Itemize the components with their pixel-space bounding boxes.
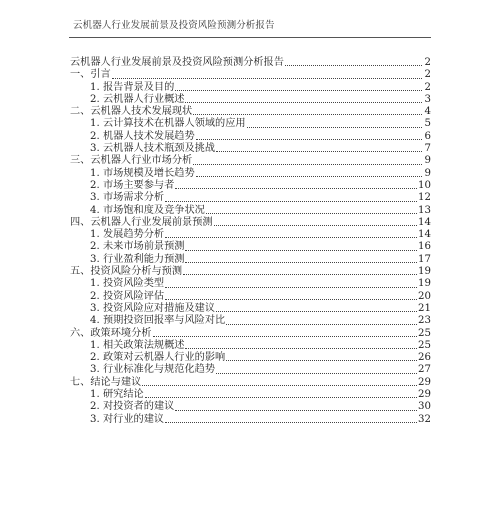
toc-subsection-entry[interactable] [69,278,431,290]
toc-page-number: 6 [424,130,431,142]
toc-entry-label: 1. 相关政策法规概述 [90,339,185,351]
toc-entry-label: 2. 市场主要参与者 [90,179,175,191]
toc-subsection-entry[interactable] [69,82,431,94]
toc-entry-label: 二、云机器人技术发展现状 [70,106,193,118]
toc-page-number: 2 [424,81,431,93]
dot-leader [165,201,417,202]
toc-section-entry[interactable] [69,328,431,340]
toc-page-number: 21 [418,302,431,314]
toc-subsection-entry[interactable] [69,192,431,204]
toc-page-number: 32 [418,413,431,425]
toc-page-number: 4 [424,106,431,118]
toc-entry-label: 3. 投资风险应对措施及建议 [90,302,216,314]
toc-subsection-entry[interactable] [69,303,431,315]
dot-leader [185,102,422,103]
toc-subsection-entry[interactable] [69,340,431,352]
toc-subsection-entry[interactable] [69,118,431,130]
dot-leader [153,336,418,337]
toc-entry-label: 4. 市场饱和度及竞争状况 [90,204,205,216]
toc-subsection-entry[interactable] [69,401,431,413]
toc-page-number: 20 [418,290,431,302]
dot-leader [193,164,422,165]
toc-entry-label: 1. 研究结论 [90,389,144,401]
dot-leader [145,397,417,398]
toc-page-number: 25 [418,339,431,351]
dot-leader [196,139,422,140]
toc-page-number: 30 [418,401,431,413]
toc-entry-label: 四、云机器人行业发展前景预测 [70,216,213,228]
toc-entry-label: 1. 发展趋势分析 [90,229,165,241]
toc-page-number: 14 [418,216,431,228]
dot-leader [165,422,417,423]
toc-page-number: 17 [418,253,431,265]
dot-leader [185,262,417,263]
toc-entry-label: 2. 投资风险评估 [90,290,165,302]
toc-entry-label: 一、引言 [70,69,111,81]
toc-entry-label: 3. 市场需求分析 [90,192,165,204]
toc-subsection-entry[interactable] [69,143,431,155]
toc-page-number: 29 [418,389,431,401]
toc-page-number: 25 [418,327,431,339]
toc-entry-label: 2. 云机器人行业概述 [90,93,185,105]
toc-entry-label: 云机器人行业发展前景及投资风险预测分析报告 [70,57,284,68]
toc-page-number: 19 [418,278,431,290]
toc-page-number: 12 [418,192,431,204]
toc-page-number: 19 [418,266,431,278]
dot-leader [183,274,417,275]
dot-leader [175,90,422,91]
dot-leader [185,250,417,251]
header-divider [69,37,431,38]
toc-subsection-entry[interactable] [69,205,431,217]
toc-subsection-entry[interactable] [69,389,431,401]
toc-section-entry[interactable] [69,377,431,389]
toc-entry-label: 五、投资风险分析与预测 [70,266,183,278]
toc-subsection-entry[interactable] [69,315,431,327]
toc-entry-label: 2. 对投资者的建议 [90,401,175,413]
toc-entry-label: 4. 预期投资回报率与风险对比 [90,315,226,327]
toc-section-entry[interactable] [69,266,431,278]
toc-subsection-entry[interactable] [69,180,431,192]
toc-subsection-entry[interactable] [69,364,431,376]
toc-entry-label: 六、政策环境分析 [70,327,152,339]
toc-page-number: 27 [418,364,431,376]
toc-subsection-entry[interactable] [69,414,431,426]
dot-leader [196,176,422,177]
toc-entry-label: 1. 投资风险类型 [90,278,165,290]
dot-leader [206,213,417,214]
dot-leader [142,385,417,386]
toc-section-entry[interactable] [69,155,431,167]
toc-page-number: 14 [418,229,431,241]
toc-subsection-entry[interactable] [69,291,431,303]
toc-entry-label: 三、云机器人行业市场分析 [70,155,193,167]
dot-leader [216,151,422,152]
dot-leader [175,410,417,411]
toc-page-number: 7 [424,143,431,155]
toc-page-number: 9 [424,155,431,167]
toc-subsection-entry[interactable] [69,352,431,364]
toc-section-entry[interactable] [69,106,431,118]
dot-leader [165,287,417,288]
toc-subsection-entry[interactable] [69,131,431,143]
toc-section-entry[interactable] [69,57,431,69]
toc-subsection-entry[interactable] [69,168,431,180]
toc-entry-label: 1. 云计算技术在机器人领域的应用 [90,118,246,130]
toc-page-number: 10 [418,179,431,191]
toc-entry-label: 3. 对行业的建议 [90,413,165,425]
toc-subsection-entry[interactable] [69,229,431,241]
toc-section-entry[interactable] [69,69,431,81]
dot-leader [165,299,417,300]
dot-leader [165,237,417,238]
toc-entry-label: 七、结论与建议 [70,376,142,388]
toc-page-number: 9 [424,167,431,179]
toc-section-entry[interactable] [69,217,431,229]
page-header-title: 云机器人行业发展前景及投资风险预测分析报告 [73,20,275,31]
dot-leader [112,78,422,79]
toc-entry-label: 3. 行业标准化与规范化趋势 [90,364,216,376]
dot-leader [247,127,422,128]
dot-leader [175,188,417,189]
dot-leader [285,65,422,66]
toc-page-number: 2 [424,69,431,81]
dot-leader [185,348,417,349]
dot-leader [216,373,417,374]
toc-entry-label: 1. 市场规模及增长趋势 [90,167,195,179]
toc-entry-label: 3. 行业盈利能力预测 [90,253,185,265]
dot-leader [193,114,422,115]
dot-leader [226,324,417,325]
toc-subsection-entry[interactable] [69,241,431,253]
dot-leader [226,360,417,361]
toc-entry-label: 1. 报告背景及目的 [90,81,175,93]
toc-entry-label: 2. 政策对云机器人行业的影响 [90,352,226,364]
toc-page-number: 13 [418,204,431,216]
toc-subsection-entry[interactable] [69,94,431,106]
toc-subsection-entry[interactable] [69,254,431,266]
toc-page-number: 16 [418,241,431,253]
toc-page-number: 23 [418,315,431,327]
toc-page-number: 3 [424,93,431,105]
table-of-contents [69,57,431,426]
toc-entry-label: 2. 未来市场前景预测 [90,241,185,253]
dot-leader [216,311,417,312]
toc-entry-label: 2. 机器人技术发展趋势 [90,130,195,142]
toc-page-number: 5 [424,118,431,130]
toc-page-number: 29 [418,376,431,388]
toc-entry-label: 3. 云机器人技术瓶颈及挑战 [90,143,216,155]
toc-page-number: 26 [418,352,431,364]
toc-page-number: 2 [424,57,431,68]
dot-leader [214,225,417,226]
